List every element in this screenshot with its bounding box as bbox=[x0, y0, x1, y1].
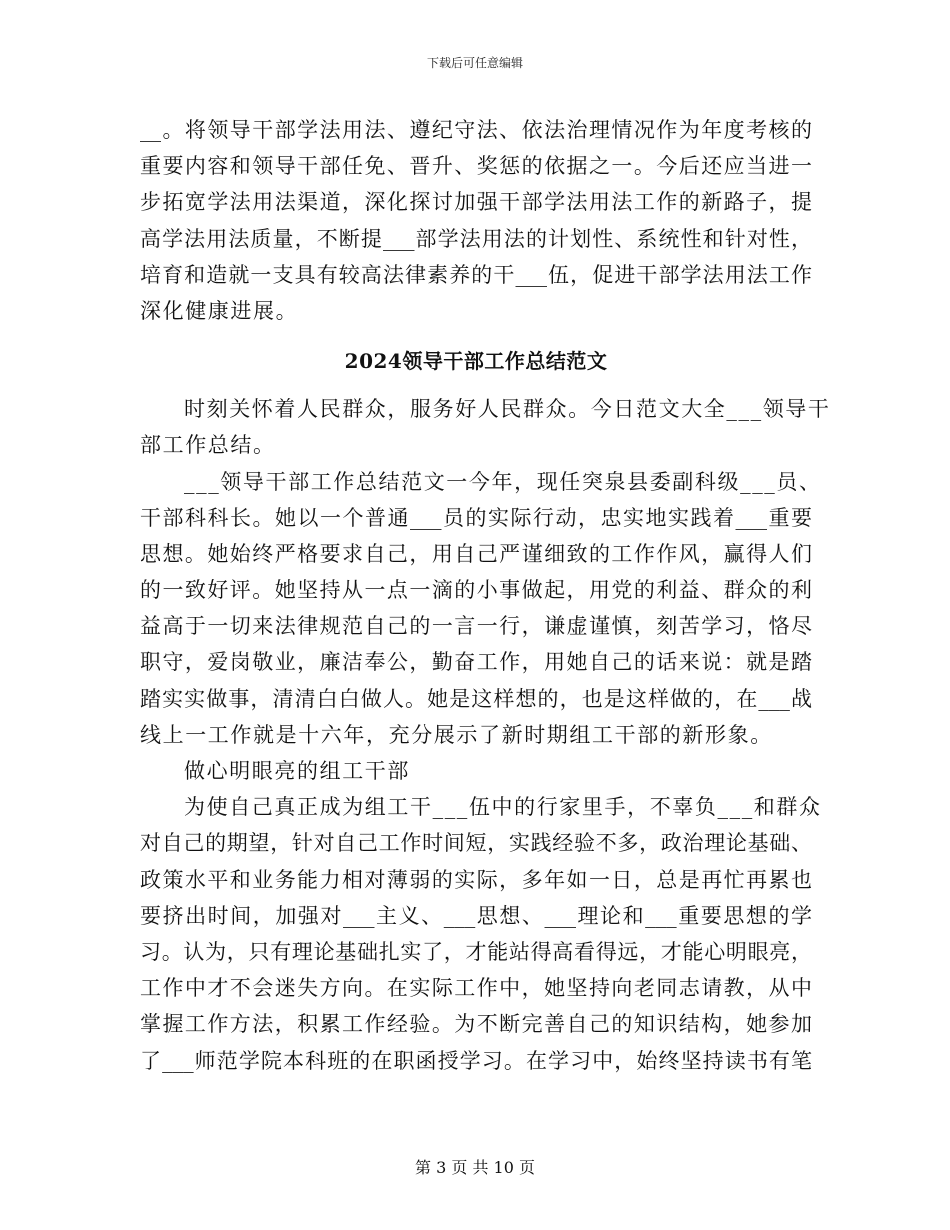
text-line: 益高于一切来法律规范自己的一言一行，谦虚谨慎，刻苦学习，恪尽 bbox=[140, 614, 812, 639]
text-line: 对自己的期望，针对自己工作时间短，实践经验不多，政治理论基础、 bbox=[140, 831, 812, 856]
text-line: 培育和造就一支具有较高法律素养的干___伍，促进干部学法用法工作 bbox=[140, 262, 812, 287]
text-line: 线上一工作就是十六年，充分展示了新时期组工干部的新形象。 bbox=[140, 722, 773, 747]
text-line: 掌握工作方法，积累工作经验。为不断完善自己的知识结构，她参加 bbox=[140, 1012, 812, 1037]
text-line: 了___师范学院本科班的在职函授学习。在学习中，始终坚持读书有笔 bbox=[140, 1048, 812, 1073]
text-line: 的一致好评。她坚持从一点一滴的小事做起，用党的利益、群众的利 bbox=[140, 578, 812, 603]
paragraph-3 bbox=[140, 789, 822, 1079]
text-line: 思想。她始终严格要求自己，用自己严谨细致的工作作风，赢得人们 bbox=[140, 541, 812, 566]
text-line: 深化健康进展。 bbox=[140, 298, 299, 323]
page-number-footer: 第 3 页 共 10 页 bbox=[415, 1158, 535, 1177]
text-line: 干部科科长。她以一个普通___员的实际行动，忠实地实践着___重要 bbox=[140, 505, 812, 530]
text-line: 政策水平和业务能力相对薄弱的实际，多年如一日，总是再忙再累也 bbox=[140, 867, 812, 892]
text-line: 部工作总结。 bbox=[140, 433, 276, 458]
text-line: 职守，爱岗敬业，廉洁奉公，勤奋工作，用她自己的话来说：就是踏 bbox=[140, 650, 812, 675]
text-line: 重要内容和领导干部任免、晋升、奖惩的依据之一。今后还应当进一 bbox=[140, 154, 812, 179]
text-line: 为使自己真正成为组工干___伍中的行家里手，不辜负___和群众 bbox=[184, 795, 822, 820]
text-line: 踏实实做事，清清白白做人。她是这样想的，也是这样做的，在___战 bbox=[140, 686, 812, 711]
text-line: 时刻关怀着人民群众，服务好人民群众。今日范文大全___领导干 bbox=[184, 397, 831, 422]
section-title: 2024领导干部工作总结范文 bbox=[344, 349, 608, 374]
document-body bbox=[140, 112, 831, 1079]
paragraph-1 bbox=[140, 391, 831, 463]
paragraph-2 bbox=[140, 464, 822, 754]
text-line: 高学法用法质量，不断提___部学法用法的计划性、系统性和针对性， bbox=[140, 226, 812, 251]
header-note: 下载后可任意编辑 bbox=[426, 56, 523, 70]
intro-paragraph bbox=[140, 112, 812, 329]
text-line: 工作中才不会迷失方向。在实际工作中，她坚持向老同志请教，从中 bbox=[140, 976, 812, 1001]
subheading: 做心明眼亮的组工干部 bbox=[184, 759, 410, 783]
text-line: 习。认为，只有理论基础扎实了，才能站得高看得远，才能心明眼亮， bbox=[140, 939, 812, 964]
text-line: ___领导干部工作总结范文一今年，现任突泉县委副科级___员、 bbox=[184, 469, 822, 494]
text-line: 要挤出时间，加强对___主义、___思想、___理论和___重要思想的学 bbox=[140, 903, 812, 928]
text-line: __。将领导干部学法用法、遵纪守法、依法治理情况作为年度考核的 bbox=[140, 118, 812, 142]
text-line: 步拓宽学法用法渠道，深化探讨加强干部学法用法工作的新路子，提 bbox=[140, 190, 812, 215]
